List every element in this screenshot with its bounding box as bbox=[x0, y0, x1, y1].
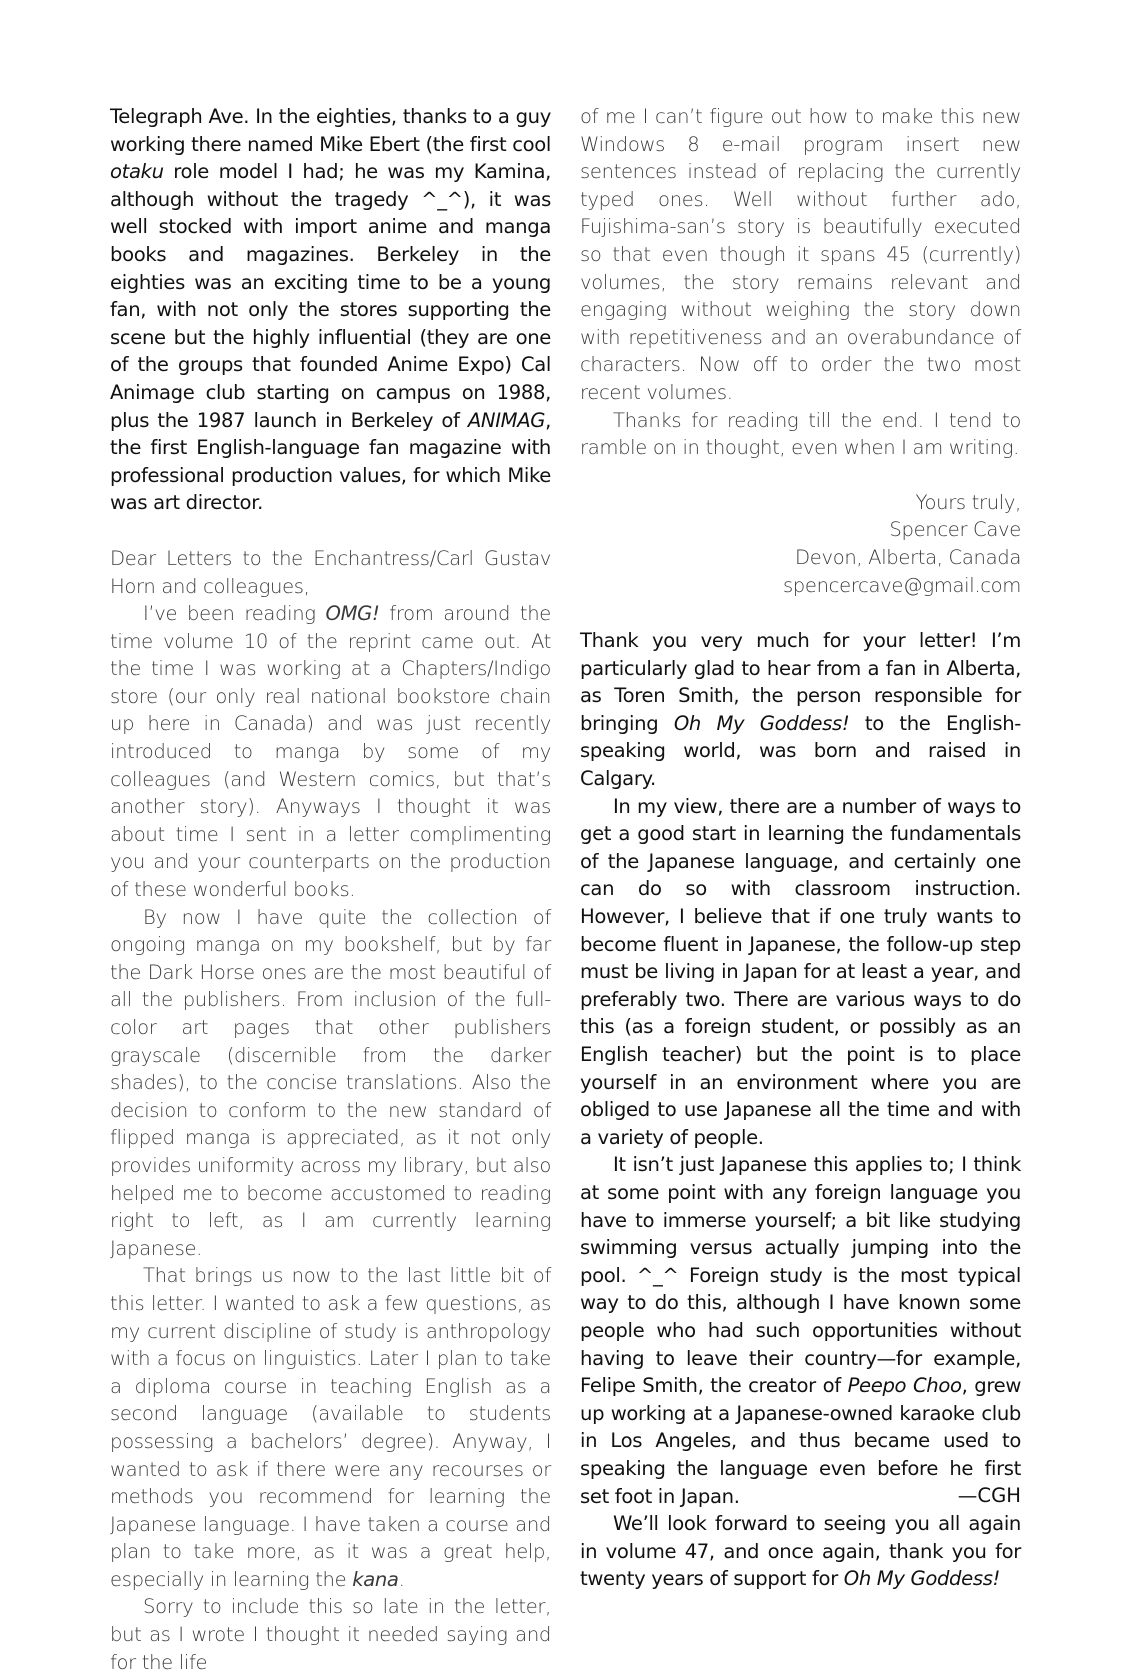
spacer bbox=[580, 599, 1021, 627]
text-run: Thank you very much for your letter! I’m particularly glad to hear from a fan in Alberta, as Toren Smith, the person responsible for bringing bbox=[580, 629, 1021, 735]
letter-paragraph bbox=[110, 600, 551, 904]
letter-paragraph bbox=[110, 1262, 551, 1593]
italic-term: kana bbox=[352, 1567, 399, 1591]
text-run: from around the time volume 10 of the reprint came out. At the time I was working at a Chapters/Indigo store (our only real national bookstore chain up here in Canada) and was just recently introduced to manga by some of my colleagues (and Western comics, but that’s another story). Anyways I thought it was about time I sent in a letter complimenting you and your counterparts on the production of these wonderful books. bbox=[110, 602, 551, 902]
signature-location: Devon, Alberta, Canada bbox=[795, 545, 1021, 569]
letter-signature bbox=[580, 489, 1021, 599]
text-run: role model I had; he was my Kamina, although without the tragedy ^_^), it was well stocked with import anime and manga books and magazines. Berkeley in the eighties was an exciting time to be a young fan, with not only the stores supporting the scene but the highly influential (they are one of the groups that founded Anime Expo) Cal Animage club starting on campus on 1988, plus the 1987 launch in Berkeley of bbox=[110, 160, 551, 432]
signature-name: Spencer Cave bbox=[889, 518, 1021, 542]
text-run: to the English-speaking world, was born and raised in Calgary. bbox=[580, 711, 1021, 791]
reply-paragraph bbox=[580, 627, 1021, 793]
text-run: It isn’t just Japanese this applies to; I think at some point with any foreign language you have to immerse yourself; a bit like studying swimming versus actually jumping into the pool. ^_^ Foreign study is the most typical way to do this, although I have known some people who had such opportunities without having to leave their country—for example, Felipe Smith, the creator of bbox=[580, 1153, 1021, 1398]
italic-title: Oh My Goddess! bbox=[843, 1567, 1001, 1591]
letter-paragraph: of me I can’t figure out how to make this new Windows 8 e-mail program insert new sentences instead of replacing the currently typed ones. Well without further ado, Fujishima-san’s story is beautifully executed so that even though it spans 45 (currently) volumes, the story remains relevant and engaging without weighing the story down with repetitiveness and an overabundance of characters. Now off to order the two most recent volumes. bbox=[580, 105, 1021, 404]
spacer bbox=[110, 517, 551, 545]
text-run: . bbox=[398, 1567, 405, 1591]
text-run: That brings us now to the last little bit of this letter. I wanted to ask a few questions, as my current discipline of study is anthropology with a focus on linguistics. Later I plan to take a diploma course in teaching English as a second language (available to students possessing a bachelors’ degree). Anyway, I wanted to ask if there were any recourses or methods you recommend for learning the Japanese language. I have taken a course and plan to take more, as it was a great help, especially in learning the bbox=[110, 1264, 551, 1591]
intro-paragraph bbox=[110, 103, 551, 517]
italic-title: ANIMAG bbox=[467, 408, 546, 432]
reply-signature: —CGH bbox=[957, 1484, 1021, 1507]
letter-salutation: Dear Letters to the Enchantress/Carl Gustav Horn and colleagues, bbox=[110, 546, 551, 598]
letter-paragraph: By now I have quite the collection of ongoing manga on my bookshelf, but by far the Dark Horse ones are the most beautiful of all the publishers. From inclusion of the full-color art pages that other publishers grayscale (discernible from the darker shades), to the concise translations. Also the decision to conform to the new standard of flipped manga is appreciated, as it not only provides uniformity across my library, but also helped me to become accustomed to reading right to left, as I am currently learning Japanese. bbox=[110, 905, 551, 1260]
text-run: , the first English-language fan magazine with professional production values, for which Mike was art director. bbox=[110, 408, 551, 515]
text-run: , grew up working at a Japanese-owned karaoke club in Los Angeles, and thus became used to speaking the language even before he first set foot in Japan. bbox=[580, 1374, 1022, 1508]
spacer bbox=[580, 462, 1021, 489]
letter-paragraph: Thanks for reading till the end. I tend to ramble on in thought, even when I am writing. bbox=[580, 408, 1021, 460]
text-run: Telegraph Ave. In the eighties, thanks to a guy working there named Mike Ebert (the first cool bbox=[110, 105, 551, 156]
italic-title: OMG! bbox=[325, 602, 380, 626]
text-run: I’ve been reading bbox=[143, 602, 326, 626]
italic-title: Peepo Choo bbox=[847, 1374, 962, 1398]
signature-email: spencercave@gmail.com bbox=[782, 573, 1021, 597]
letter-paragraph: Sorry to include this so late in the letter, but as I wrote I thought it needed saying and for the life bbox=[110, 1595, 551, 1674]
text-run: We’ll look forward to seeing you all again in volume 47, and once again, thank you for twenty years of support for bbox=[580, 1512, 1021, 1591]
reply-paragraph bbox=[580, 1510, 1021, 1593]
signature-line: Yours truly, bbox=[915, 490, 1021, 514]
italic-title: Oh My Goddess! bbox=[673, 711, 850, 735]
reply-paragraph: In my view, there are a number of ways to get a good start in learning the fundamentals of the Japanese language, and certainly one can do so with classroom instruction. However, I believe that if one truly wants to become fluent in Japanese, the follow-up step must be living in Japan for at least a year, and preferably two. There are various ways to do this (as a foreign student, or possibly as an English teacher) but the point is to place yourself in an environment where you are obliged to use Japanese all the time and with a variety of people. bbox=[580, 794, 1021, 1149]
reply-paragraph bbox=[580, 1151, 1021, 1510]
right-column bbox=[580, 103, 1021, 1593]
left-column bbox=[110, 103, 551, 1676]
italic-term: otaku bbox=[110, 160, 164, 184]
